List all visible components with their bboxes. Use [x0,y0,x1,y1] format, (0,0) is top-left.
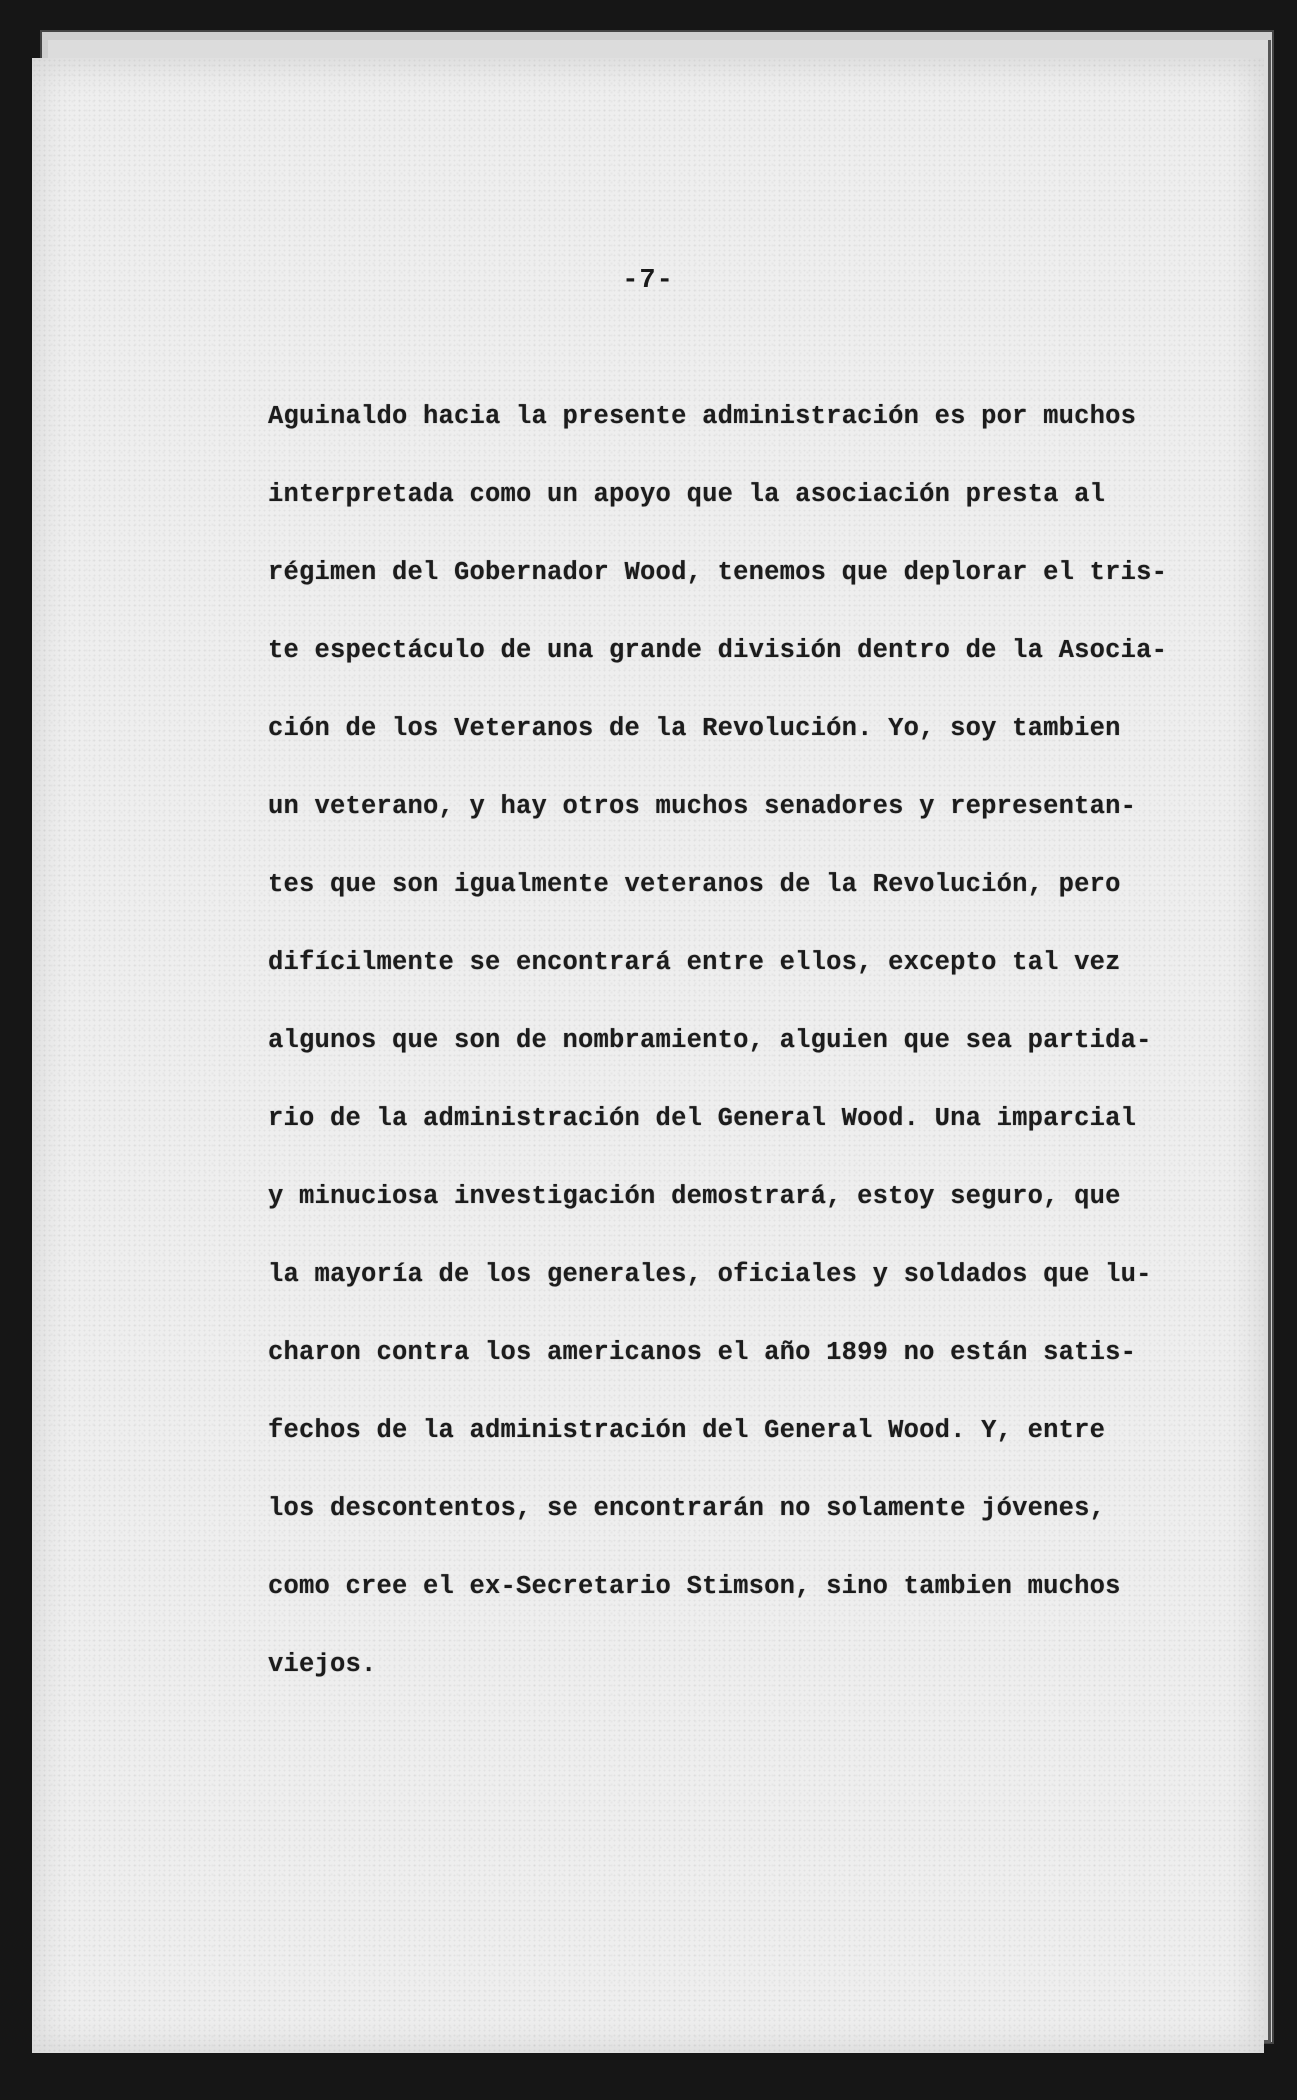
body-text [268,378,1188,1704]
text-line: los descontentos, se encontrarán no solamente jóvenes, [268,1494,1106,1523]
text-line: régimen del Gobernador Wood, tenemos que deplorar el tris- [268,558,1168,587]
text-line: rio de la administración del General Wood. Una imparcial [268,1104,1137,1133]
document-page [32,58,1264,2053]
text-line: charon contra los americanos el año 1899 no están satis- [268,1338,1137,1367]
page-number: -7- [622,266,674,296]
text-line: viejos. [268,1650,377,1679]
text-line: te espectáculo de una grande división dentro de la Asocia- [268,636,1168,665]
text-line: y minuciosa investigación demostrará, estoy seguro, que [268,1182,1121,1211]
text-line: ción de los Veteranos de la Revolución. Yo, soy tambien [268,714,1121,743]
text-line: algunos que son de nombramiento, alguien que sea partida- [268,1026,1152,1055]
text-line: Aguinaldo hacia la presente administración es por muchos [268,402,1137,431]
text-line: un veterano, y hay otros muchos senadores y representan- [268,792,1137,821]
text-line: la mayoría de los generales, oficiales y soldados que lu- [268,1260,1152,1289]
text-line: tes que son igualmente veteranos de la Revolución, pero [268,870,1121,899]
text-line: interpretada como un apoyo que la asociación presta al [268,480,1106,509]
text-line: fechos de la administración del General Wood. Y, entre [268,1416,1106,1445]
text-line: difícilmente se encontrará entre ellos, excepto tal vez [268,948,1121,977]
text-line: como cree el ex-Secretario Stimson, sino tambien muchos [268,1572,1121,1601]
